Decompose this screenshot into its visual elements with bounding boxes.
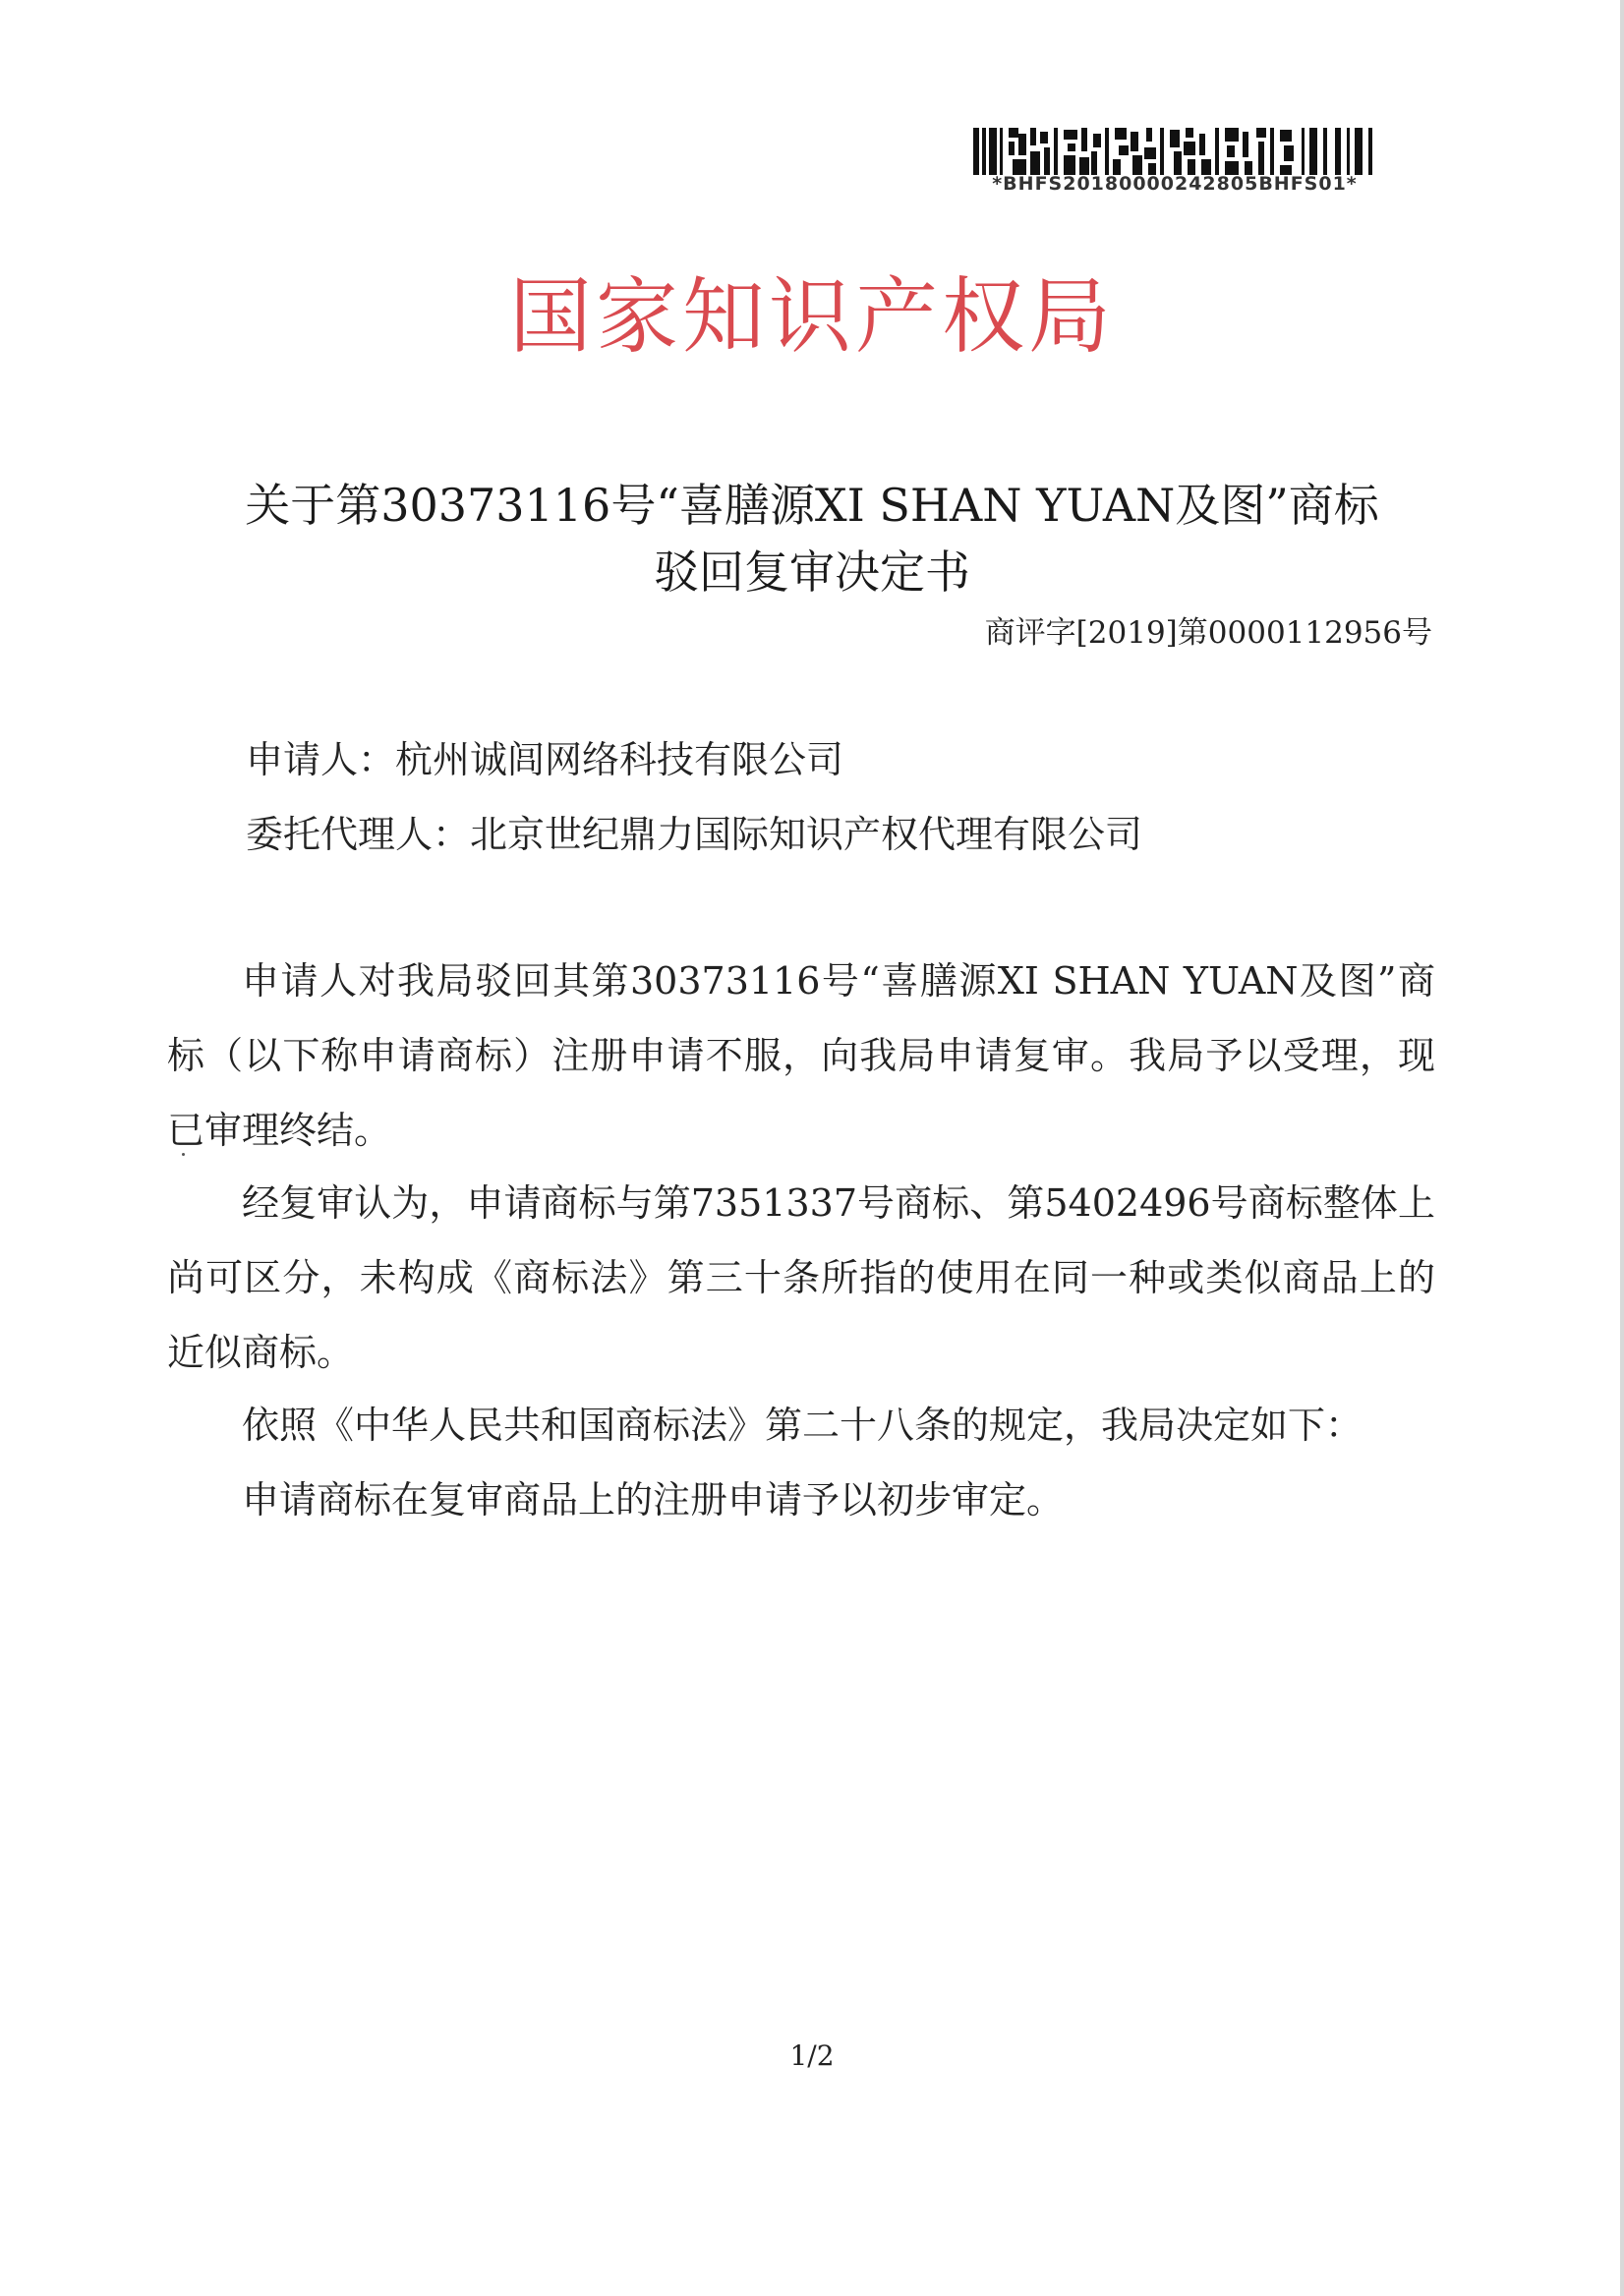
- document-title-line2: 驳回复审决定书: [654, 545, 970, 599]
- paragraph-3-text: 依照《中华人民共和国商标法》第二十八条的规定，我局决定如下：: [242, 1404, 1363, 1447]
- barcode-text: *BHFS20180000242805BHFS01*: [992, 173, 1358, 195]
- page-number: 1/2: [789, 2039, 835, 2072]
- agency-title: 国家知识产权局: [508, 268, 1115, 365]
- paragraph-1-text: 申请人对我局驳回其第30373116号“喜膳源XI SHAN YUAN及图”商标（以下称申请商标）注册申请不服，向我局申请复审。我局予以受理，现已审理终结。: [167, 959, 1435, 1152]
- document-number: 商评字[2019]第0000112956号: [984, 615, 1432, 651]
- barcode: [963, 118, 1386, 206]
- document-title-line1: 关于第30373116号“喜膳源XI SHAN YUAN及图”商标: [245, 479, 1379, 532]
- scan-speck: [182, 1153, 185, 1156]
- paragraph-4-text: 申请商标在复审商品上的注册申请予以初步审定。: [242, 1478, 1065, 1521]
- applicant: 申请人：杭州诚闾网络科技有限公司: [246, 738, 844, 781]
- barcode-image: [973, 124, 1376, 179]
- agent: 委托代理人：北京世纪鼎力国际知识产权代理有限公司: [246, 813, 1143, 856]
- paragraph-3: [167, 1388, 1435, 1463]
- paragraph-2-text: 经复审认为，申请商标与第7351337号商标、第5402496号商标整体上尚可区分，未构成《商标法》第三十条所指的使用在同一种或类似商品上的近似商标。: [167, 1181, 1435, 1374]
- paragraph-1: [167, 944, 1435, 1168]
- paragraph-2: [167, 1166, 1435, 1390]
- paragraph-4: [167, 1463, 1435, 1537]
